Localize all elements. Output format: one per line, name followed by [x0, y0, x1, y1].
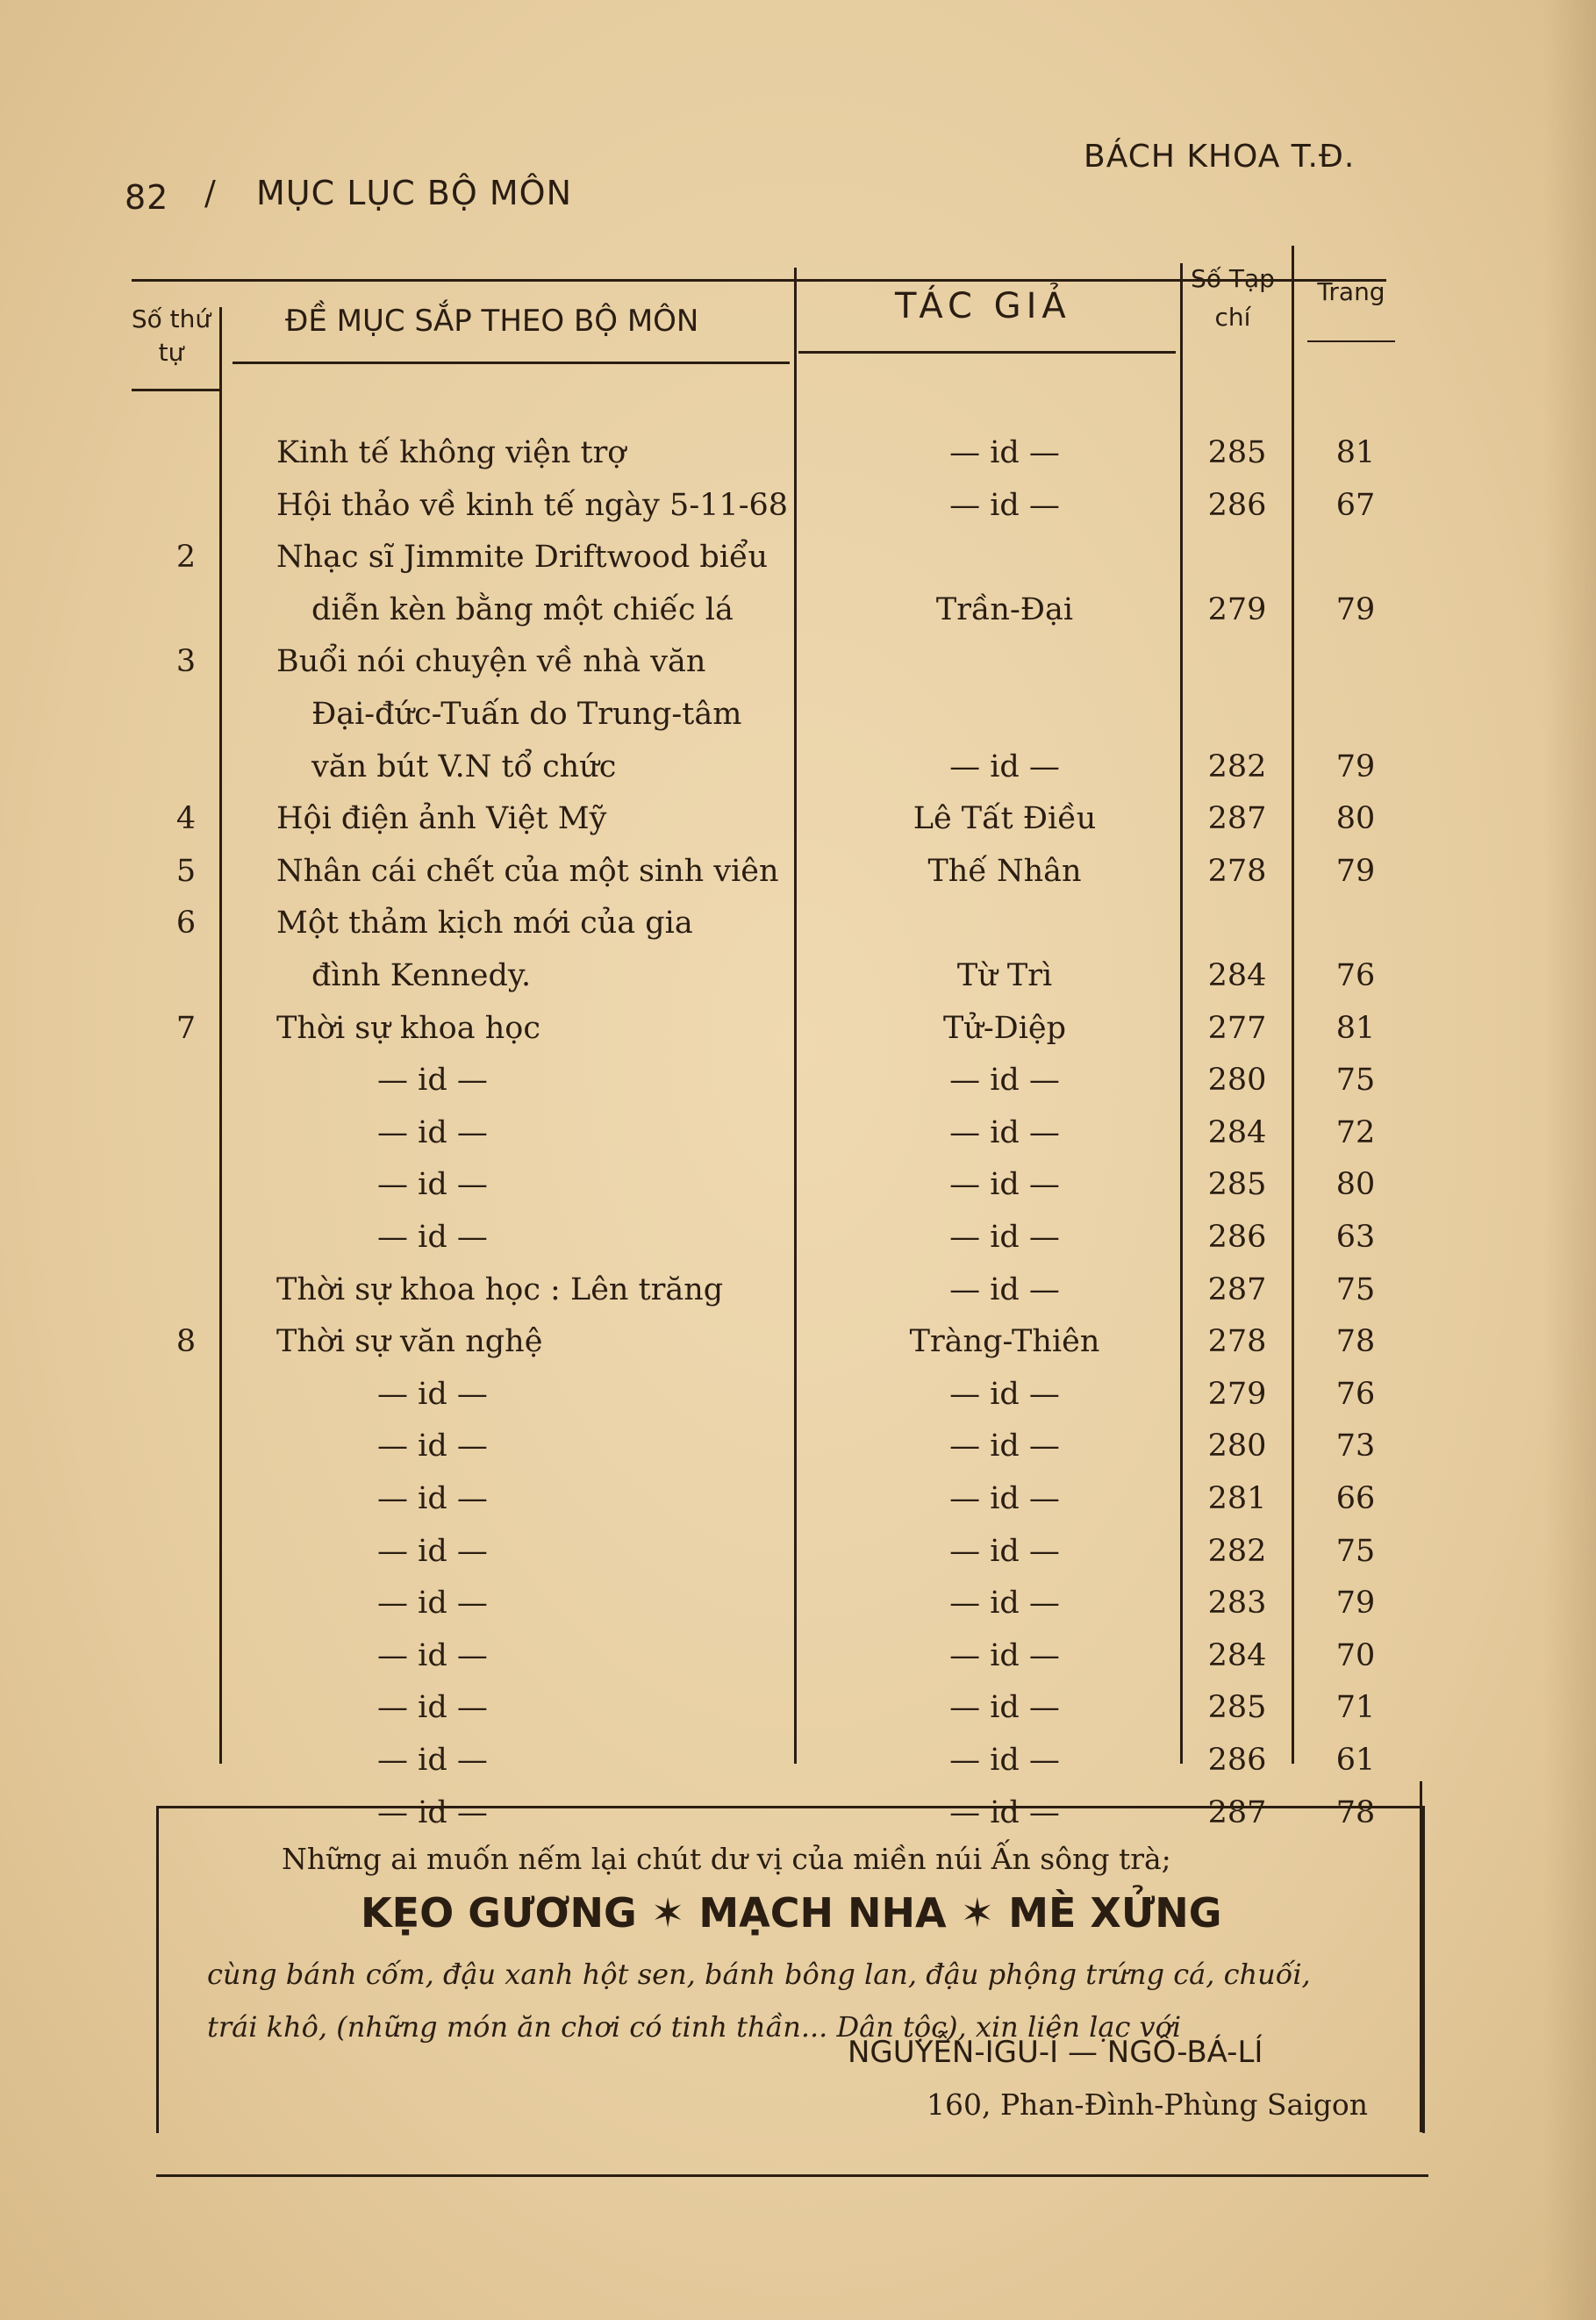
- row-issue: 284: [1207, 1638, 1267, 1673]
- ad-headline: KẸO GƯƠNG ✶ MẠCH NHA ✶ MÈ XỬNG: [361, 1889, 1222, 1937]
- column-header-issue: Số Tạp chí: [1191, 264, 1275, 332]
- row-page: 79: [1335, 1586, 1376, 1621]
- row-page: 79: [1335, 749, 1376, 784]
- row-title: — id —: [377, 1429, 488, 1464]
- row-issue: 287: [1207, 1795, 1267, 1830]
- row-issue: 286: [1207, 1743, 1267, 1778]
- row-page: 81: [1335, 435, 1376, 470]
- table-row: [0, 897, 1596, 949]
- row-page: 81: [1335, 1011, 1376, 1046]
- row-author: — id —: [949, 1167, 1060, 1202]
- row-title: Đại-đức-Tuấn do Trung-tâm: [311, 697, 742, 732]
- table-row: [0, 1054, 1596, 1106]
- row-title: — id —: [377, 1115, 488, 1150]
- row-issue: 280: [1207, 1063, 1267, 1098]
- row-title: Hội điện ảnh Việt Mỹ: [276, 801, 607, 836]
- table-row: [0, 1734, 1596, 1787]
- row-issue: 285: [1207, 1690, 1267, 1725]
- row-page: 72: [1335, 1115, 1376, 1150]
- row-issue: 277: [1207, 1011, 1267, 1046]
- row-title: — id —: [377, 1795, 488, 1830]
- table-row: [0, 688, 1596, 741]
- row-issue: 287: [1207, 801, 1267, 836]
- table-row: [0, 426, 1596, 479]
- table-row: [0, 1472, 1596, 1525]
- table-row: [0, 792, 1596, 845]
- row-title: — id —: [377, 1743, 488, 1778]
- row-author: Lê Tất Điều: [913, 801, 1097, 836]
- row-title: — id —: [377, 1167, 488, 1202]
- row-issue: 278: [1207, 1324, 1267, 1359]
- header-separator: /: [204, 174, 217, 212]
- row-issue: 286: [1207, 1220, 1267, 1255]
- row-issue: 287: [1207, 1272, 1267, 1307]
- row-issue: 278: [1207, 854, 1267, 889]
- column-header-page: Trang: [1317, 277, 1385, 306]
- column-header-num: Số thứ tự: [131, 304, 211, 367]
- row-issue: 285: [1207, 1167, 1267, 1202]
- table-row: [0, 1368, 1596, 1421]
- table-row: [0, 741, 1596, 793]
- row-page: 75: [1335, 1063, 1376, 1098]
- row-page: 76: [1335, 1377, 1376, 1412]
- table-row: [0, 1681, 1596, 1734]
- table-row: [0, 1525, 1596, 1578]
- row-author: — id —: [949, 1586, 1060, 1621]
- row-issue: 284: [1207, 958, 1267, 993]
- row-issue: 279: [1207, 1377, 1267, 1412]
- column-header-title: ĐỀ MỤC SẮP THEO BỘ MÔN: [285, 304, 699, 339]
- table-row: [0, 584, 1596, 636]
- row-title: Buổi nói chuyện về nhà văn: [276, 644, 706, 679]
- row-title: Thời sự khoa học: [276, 1011, 540, 1046]
- table-row: [0, 531, 1596, 584]
- row-title: Kinh tế không viện trợ: [276, 435, 626, 470]
- row-author: — id —: [949, 1534, 1060, 1569]
- table-row: [0, 479, 1596, 532]
- row-title: — id —: [377, 1690, 488, 1725]
- table-row: [0, 1211, 1596, 1264]
- row-author: — id —: [949, 435, 1060, 470]
- row-page: 79: [1335, 592, 1376, 627]
- row-page: 61: [1335, 1743, 1376, 1778]
- row-issue: 285: [1207, 435, 1267, 470]
- row-page: 75: [1335, 1534, 1376, 1569]
- advertisement-box: [156, 1806, 1425, 2133]
- row-page: 75: [1335, 1272, 1376, 1307]
- row-number: 4: [175, 801, 197, 836]
- header-underline-author: [798, 351, 1176, 354]
- table-row: [0, 1106, 1596, 1159]
- row-issue: 279: [1207, 592, 1267, 627]
- row-title: Hội thảo về kinh tế ngày 5-11-68: [276, 488, 789, 523]
- table-row: [0, 1315, 1596, 1368]
- row-author: Từ Trì: [956, 958, 1053, 993]
- row-title: — id —: [377, 1534, 488, 1569]
- row-issue: 282: [1207, 1534, 1267, 1569]
- row-title: diễn kèn bằng một chiếc lá: [311, 592, 734, 627]
- row-title: — id —: [377, 1586, 488, 1621]
- table-row: [0, 1577, 1596, 1629]
- row-author: — id —: [949, 1690, 1060, 1725]
- row-title: — id —: [377, 1481, 488, 1516]
- row-number: 6: [175, 906, 197, 941]
- row-author: Thế Nhân: [927, 854, 1082, 889]
- table-row: [0, 1264, 1596, 1316]
- row-page: 70: [1335, 1638, 1376, 1673]
- row-author: — id —: [949, 1429, 1060, 1464]
- row-page: 63: [1335, 1220, 1376, 1255]
- row-page: 66: [1335, 1481, 1376, 1516]
- row-title: văn bút V.N tổ chức: [311, 749, 617, 784]
- row-issue: 281: [1207, 1481, 1267, 1516]
- table-row: [0, 1002, 1596, 1055]
- table-row: [0, 635, 1596, 688]
- row-number: 2: [175, 540, 197, 575]
- row-title: Nhân cái chết của một sinh viên: [276, 854, 779, 889]
- row-number: 8: [175, 1324, 197, 1359]
- row-page: 76: [1335, 958, 1376, 993]
- row-issue: 286: [1207, 488, 1267, 523]
- row-page: 78: [1335, 1324, 1376, 1359]
- row-author: — id —: [949, 1377, 1060, 1412]
- section-title: MỤC LỤC BỘ MÔN: [256, 174, 572, 212]
- column-header-author: TÁC GIẢ: [895, 286, 1071, 326]
- row-title: — id —: [377, 1377, 488, 1412]
- row-title: Một thảm kịch mới của gia: [276, 906, 693, 941]
- row-number: 7: [175, 1011, 197, 1046]
- ad-names: NGUYỄN-IGU-Í — NGÔ-BÁ-LÍ: [848, 2035, 1263, 2070]
- row-author: — id —: [949, 1743, 1060, 1778]
- row-page: 80: [1335, 801, 1376, 836]
- table-row: [0, 1629, 1596, 1682]
- row-page: 80: [1335, 1167, 1376, 1202]
- row-page: 67: [1335, 488, 1376, 523]
- row-author: — id —: [949, 488, 1060, 523]
- row-number: 5: [175, 854, 197, 889]
- row-issue: 282: [1207, 749, 1267, 784]
- row-author: — id —: [949, 1272, 1060, 1307]
- row-issue: 284: [1207, 1115, 1267, 1150]
- row-issue: 283: [1207, 1586, 1267, 1621]
- row-author: — id —: [949, 1638, 1060, 1673]
- ad-intro: Những ai muốn nếm lại chút dư vị của miền núi Ấn sông trà;: [282, 1842, 1171, 1876]
- row-author: — id —: [949, 1220, 1060, 1255]
- header-underline-title: [233, 362, 790, 364]
- row-title: — id —: [377, 1063, 488, 1098]
- page-number: 82: [125, 178, 169, 217]
- table-row: [0, 949, 1596, 1002]
- row-author: Tử-Diệp: [942, 1011, 1067, 1046]
- row-author: Trần-Đại: [935, 592, 1074, 627]
- ad-line-1: cùng bánh cốm, đậu xanh hột sen, bánh bông lan, đậu phộng trứng cá, chuối,: [207, 1958, 1311, 1991]
- row-author: — id —: [949, 1063, 1060, 1098]
- table-row: [0, 845, 1596, 898]
- row-issue: 280: [1207, 1429, 1267, 1464]
- row-author: — id —: [949, 749, 1060, 784]
- row-author: Tràng-Thiên: [909, 1324, 1100, 1359]
- table-row: [0, 1420, 1596, 1472]
- header-underline-num: [132, 389, 219, 391]
- page-bottom-rule: [156, 2174, 1428, 2177]
- header-underline-page: [1307, 340, 1395, 342]
- row-page: 79: [1335, 854, 1376, 889]
- row-title: — id —: [377, 1220, 488, 1255]
- row-page: 73: [1335, 1429, 1376, 1464]
- publication-name: BÁCH KHOA T.Đ.: [1084, 139, 1356, 175]
- ad-right-border: [1420, 1781, 1422, 2132]
- ad-address: 160, Phan-Đình-Phùng Saigon: [927, 2087, 1369, 2122]
- row-title: — id —: [377, 1638, 488, 1673]
- ad-line-2: trái khô, (những món ăn chơi có tinh thần... Dân tộc), xin liên lạc với: [207, 2010, 1182, 2044]
- row-number: 3: [175, 644, 197, 679]
- row-title: Nhạc sĩ Jimmite Driftwood biểu: [276, 540, 769, 575]
- row-author: — id —: [949, 1115, 1060, 1150]
- row-page: 78: [1335, 1795, 1376, 1830]
- row-title: Thời sự khoa học : Lên trăng: [276, 1272, 724, 1307]
- table-row: [0, 1158, 1596, 1211]
- row-author: — id —: [949, 1795, 1060, 1830]
- row-page: 71: [1335, 1690, 1376, 1725]
- row-title: Thời sự văn nghệ: [276, 1324, 543, 1359]
- row-title: đình Kennedy.: [311, 958, 532, 993]
- row-author: — id —: [949, 1481, 1060, 1516]
